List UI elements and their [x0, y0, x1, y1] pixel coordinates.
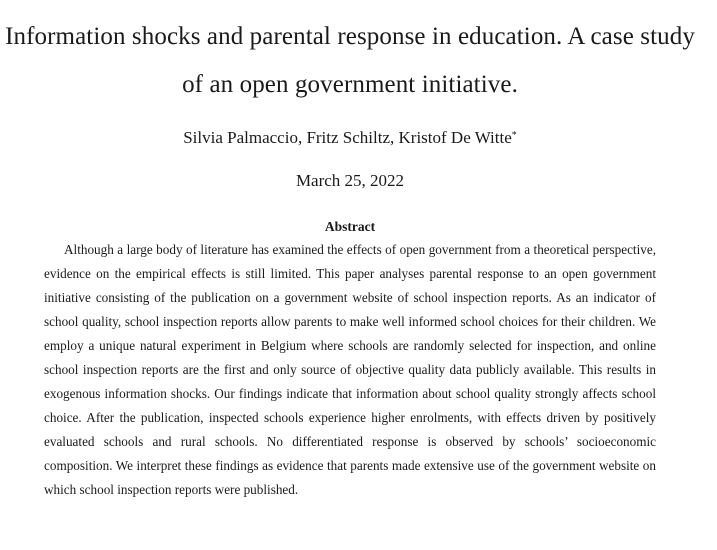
author-list: [0, 126, 700, 150]
author-footnote-mark: *: [511, 130, 517, 141]
publication-date: March 25, 2022: [295, 171, 405, 190]
abstract-text: Although a large body of literature has examined the effects of open government from a theoretical perspective, evidence on the empirical effects is still limited. This paper analyses parental response to an open government initiative consisting of the publication on a government website of school inspection reports. As an indicator of school quality, school inspection reports allow parents to make well informed school choices for their children. We employ a unique natural experiment in Belgium where schools are randomly selected for inspection, and online school inspection reports are the first and only source of objective quality data publicly available. This results in exogenous information shocks. Our findings indicate that information about school quality strongly affects school choice. After the publication, inspected schools experience higher enrolments, with effects driven by positively evaluated schools and rural schools. No differentiated response is observed by schools’ socioeconomic composition. We interpret these findings as evidence that parents made extensive use of the government website on which school inspection reports were published.: [44, 242, 656, 497]
authors-text: Silvia Palmaccio, Fritz Schiltz, Kristof De Witte: [183, 128, 512, 147]
paper-title: Information shocks and parental response in education. A case study of an open government initiative.: [5, 23, 695, 98]
abstract-heading: Abstract: [324, 219, 376, 234]
